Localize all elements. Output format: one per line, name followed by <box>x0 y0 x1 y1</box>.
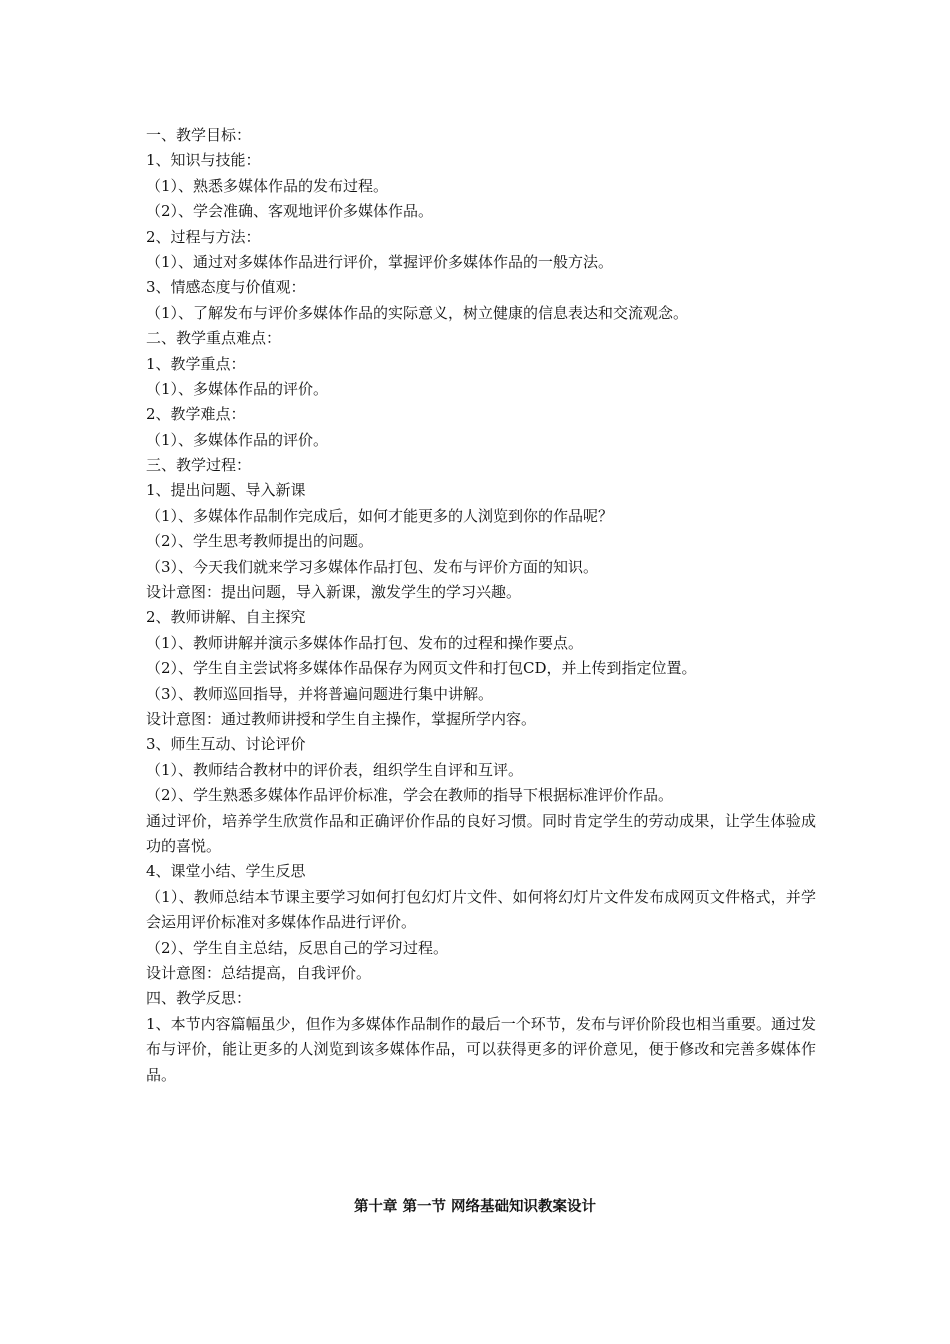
text-line: （1）、通过对多媒体作品进行评价，掌握评价多媒体作品的一般方法。 <box>146 252 614 271</box>
text-line: （1）、多媒体作品的评价。 <box>146 430 329 449</box>
subheading-step-3: 3、师生互动、讨论评价 <box>146 735 306 754</box>
design-intent-line: 设计意图：提出问题，导入新课，激发学生的学习兴趣。 <box>146 583 522 602</box>
text-line: （2）、学生思考教师提出的问题。 <box>146 532 374 551</box>
subheading-process-method: 2、过程与方法： <box>146 227 261 246</box>
next-lesson-title: 第十章 第一节 网络基础知识教案设计 <box>353 1199 597 1215</box>
text-line: （3）、教师巡回指导，并将普遍问题进行集中讲解。 <box>146 684 494 703</box>
text-line: （1）、熟悉多媒体作品的发布过程。 <box>146 176 389 195</box>
subheading-step-2: 2、教师讲解、自主探究 <box>146 608 306 627</box>
lesson-plan-body <box>146 123 816 1088</box>
text-line: （1）、多媒体作品制作完成后，如何才能更多的人浏览到你的作品呢？ <box>146 506 614 525</box>
paragraph-summary: （1）、教师总结本节课主要学习如何打包幻灯片文件、如何将幻灯片文件发布成网页文件格式，并学会运用评价标准对多媒体作品进行评价。 <box>146 887 816 932</box>
design-intent-line: 设计意图：总结提高，自我评价。 <box>146 963 372 982</box>
text-line: （1）、教师结合教材中的评价表，组织学生自评和互评。 <box>146 760 524 779</box>
text-line: （1）、多媒体作品的评价。 <box>146 379 329 398</box>
text-line: （2）、学生自主总结，反思自己的学习过程。 <box>146 938 449 957</box>
subheading-step-1: 1、提出问题、导入新课 <box>146 481 306 500</box>
subheading-attitude-values: 3、情感态度与价值观： <box>146 278 306 297</box>
subheading-knowledge-skills: 1、知识与技能： <box>146 151 261 170</box>
section-heading-objectives: 一、教学目标： <box>146 126 252 144</box>
text-line: （1）、教师讲解并演示多媒体作品打包、发布的过程和操作要点。 <box>146 633 584 652</box>
text-line: （2）、学生自主尝试将多媒体作品保存为网页文件和打包CD，并上传到指定位置。 <box>146 659 697 678</box>
subheading-step-4: 4、课堂小结、学生反思 <box>146 862 306 881</box>
text-line: （3）、今天我们就来学习多媒体作品打包、发布与评价方面的知识。 <box>146 557 599 576</box>
section-heading-reflection: 四、教学反思： <box>146 989 252 1008</box>
paragraph-evaluation: 通过评价，培养学生欣赏作品和正确评价作品的良好习惯。同时肯定学生的劳动成果，让学生体验成功的喜悦。 <box>146 811 816 855</box>
design-intent-line: 设计意图：通过教师讲授和学生自主操作，掌握所学内容。 <box>146 709 537 728</box>
section-heading-process: 三、教学过程： <box>146 456 252 475</box>
text-line: （1）、了解发布与评价多媒体作品的实际意义，树立健康的信息表达和交流观念。 <box>146 303 689 322</box>
text-line: （2）、学生熟悉多媒体作品评价标准，学会在教师的指导下根据标准评价作品。 <box>146 786 674 805</box>
paragraph-reflection: 1、本节内容篇幅虽少，但作为多媒体作品制作的最后一个环节，发布与评价阶段也相当重要。通过发布与评价，能让更多的人浏览到该多媒体作品，可以获得更多的评价意见，便于修改和完善多媒体作品。 <box>146 1014 816 1084</box>
text-line: （2）、学会准确、客观地评价多媒体作品。 <box>146 202 434 221</box>
subheading-key-point: 1、教学重点： <box>146 354 246 373</box>
section-heading-key-points: 二、教学重点难点： <box>146 329 282 348</box>
subheading-difficulty: 2、教学难点： <box>146 405 246 424</box>
